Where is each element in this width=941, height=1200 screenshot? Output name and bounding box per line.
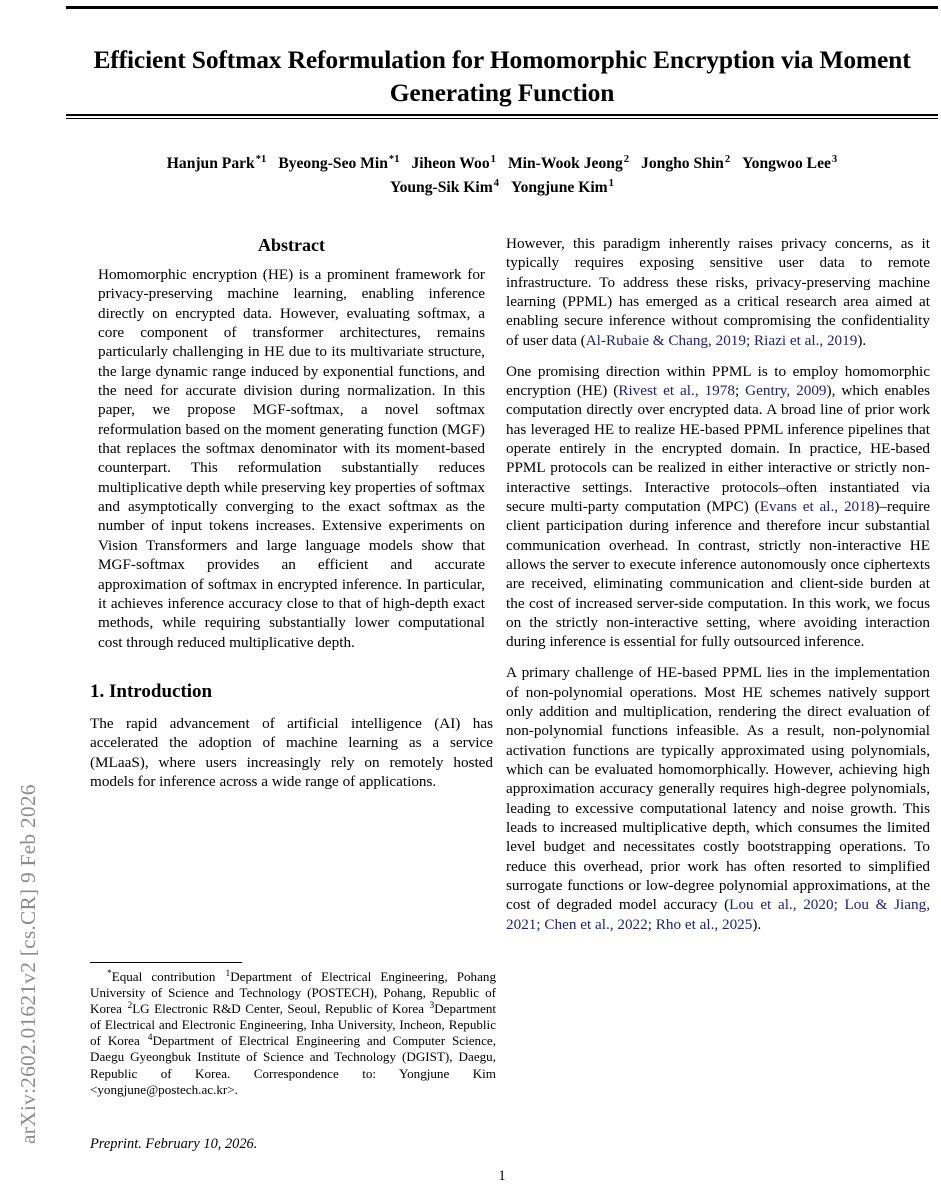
author-affiliation-mark: 4 — [493, 177, 500, 189]
affiliation-1: Department of Electrical Engineering, Pohang University of Science and Technology (POSTECH), Pohang, Republic of Korea — [90, 969, 496, 1017]
author-name: Young-Sik Kim — [390, 179, 493, 196]
page-number: 1 — [498, 1168, 506, 1184]
text-run: One promising direction within PPML is to employ homomorphic encryption (HE) ( — [506, 362, 930, 399]
text-run: ). — [857, 331, 867, 349]
citation-link[interactable]: Lou et al., 2020; Lou & Jiang, 2021; Chen et al., 2022; Rho et al., 2025 — [506, 896, 930, 933]
title-rule-upper — [66, 114, 938, 116]
title-rule-lower — [66, 118, 938, 119]
abstract-text: Homomorphic encryption (HE) is a prominent framework for privacy-preserving machine learning, enabling inference directly on encrypted data. However, evaluating softmax, a core component of transformer architectures, remains particularly challenging in HE due to its multivariate structure, the large dynamic range induced by exponential functions, and the need for accurate division during normalization. In this paper, we propose MGF-softmax, a novel softmax reformulation based on the moment generating function (MGF) that replaces the softmax denominator with its moment-based counterpart. This reformulation substantially reduces multiplicative depth while preserving key properties of softmax and asymptotically converging to the exact softmax as the number of input tokens increases. Extensive experiments on Vision Transformers and large language models show that MGF-softmax provides an efficient and accurate approximation of softmax in encrypted inference. In particular, it achieves inference accuracy close to that of high-depth exact methods, while requiring substantially lower computational cost through reduced multiplicative depth. — [98, 266, 485, 651]
footnote-text — [90, 969, 496, 1098]
arxiv-stamp: arXiv:2602.01621v2 [cs.CR] 9 Feb 2026 — [16, 784, 40, 1144]
introduction-paragraph-1: The rapid advancement of artificial intelligence (AI) has accelerated the adoption of machine learning as a service (MLaaS), where users increasingly rely on remotely hosted models for inference across a wide range of applications. — [90, 714, 493, 790]
footnote-star-mark: * — [107, 968, 112, 979]
author-name: Min-Wook Jeong — [507, 155, 623, 172]
author-line-2 — [74, 176, 930, 200]
affiliation-4: Department of Electrical Engineering and Computer Science, Daegu Gyeongbuk Institute of Science and Technology (DGIST), Daegu, Republic of Korea. Correspondence to: Yongjune Kim <yongjune@postech.ac.kr>. — [90, 1033, 496, 1097]
citation-link[interactable]: Evans et al., 2018 — [759, 497, 875, 515]
author-affiliation-mark: 2 — [623, 153, 630, 165]
citation-link[interactable]: Gentry, 2009 — [745, 381, 827, 399]
author — [511, 179, 614, 196]
section-heading-introduction: 1. Introduction — [90, 680, 213, 702]
author-name: Yongjune Kim — [511, 179, 608, 196]
affiliation-mark: 2 — [127, 1000, 133, 1011]
right-column — [506, 234, 930, 946]
footnote-block — [90, 962, 496, 1098]
author-line-1 — [74, 152, 930, 176]
left-column — [90, 234, 493, 803]
author-affiliation-mark: 1 — [490, 153, 496, 165]
author — [167, 155, 267, 172]
author — [390, 179, 499, 196]
page-title: Efficient Softmax Reformulation for Homomorphic Encryption via Moment Generating Function — [93, 45, 911, 108]
affiliation-mark: 1 — [225, 968, 231, 979]
author-affiliation-mark: *1 — [255, 153, 267, 165]
citation-link[interactable]: Al-Rubaie & Chang, 2019; Riazi et al., 2019 — [585, 331, 858, 349]
author-name: Byeong-Seo Min — [278, 155, 388, 172]
affiliation-mark: 4 — [147, 1033, 153, 1044]
author-name: Yongwoo Lee — [742, 155, 831, 172]
author — [641, 155, 730, 172]
text-run: ; — [734, 381, 746, 399]
text-run: However, this paradigm inherently raises privacy concerns, as it typically requires exposing sensitive user data to remote infrastructure. To address these risks, privacy-preserving machine learning (PPML) has emerged as a critical research area aimed at enabling secure inference without compromising the confidentiality of user data ( — [506, 235, 930, 349]
text-run: Equal contribution — [111, 969, 225, 984]
author-list — [74, 152, 930, 200]
header-rule-top — [66, 6, 938, 9]
author-affiliation-mark: *1 — [388, 153, 400, 165]
author-affiliation-mark: 3 — [831, 153, 838, 165]
author-affiliation-mark: 1 — [608, 177, 614, 189]
author-affiliation-mark: 2 — [724, 153, 731, 165]
citation-link[interactable]: Rivest et al., 1978 — [618, 381, 735, 399]
text-run: )–require client participation during inference and therefore incur substantial communication overhead. In contrast, strictly non-interactive HE allows the server to execute inference autonomously once ciphertexts are received, eliminating communication and client-side burden at the cost of increased server-side computation. In this work, we focus on the strictly non-interactive setting, where avoiding interaction during inference is essential for fully outsourced inference. — [506, 497, 930, 651]
author-name: Jiheon Woo — [411, 155, 490, 172]
author-name: Hanjun Park — [166, 155, 255, 172]
right-paragraph-2 — [506, 362, 930, 652]
text-run: A primary challenge of HE-based PPML lies in the implementation of non-polynomial operations. Most HE schemes natively support only addition and multiplication, rendering the direct evaluation of non-polynomial functions infeasible. As a result, non-polynomial activation functions are typically approximated using polynomials, which can be evaluated homomorphically. However, achieving high approximation accuracy generally requires high-degree polynomials, leading to excessive computational latency and noise growth. This leads to increased multiplicative depth, which consumes the limited level budget and necessitates costly bootstrapping operations. To reduce this overhead, prior work has often resorted to simplified surrogate functions or low-degree polynomial approximations, at the cost of degraded model accuracy ( — [506, 664, 930, 914]
affiliation-2: LG Electronic R&D Center, Seoul, Republic of Korea — [132, 1001, 429, 1017]
author-name: Jongho Shin — [641, 155, 724, 172]
author — [278, 155, 399, 172]
abstract-heading: Abstract — [258, 235, 325, 255]
author — [508, 155, 629, 172]
author — [742, 155, 837, 172]
affiliation-3: Department of Electrical and Electronic Engineering, Inha University, Incheon, Republic of Korea — [90, 1001, 497, 1049]
right-paragraph-1 — [506, 234, 930, 350]
affiliation-mark: 3 — [429, 1000, 435, 1011]
paper-page — [66, 0, 941, 1200]
text-run: ). — [752, 915, 762, 933]
preprint-notice: Preprint. February 10, 2026. — [90, 1136, 258, 1152]
footnote-rule — [90, 962, 242, 963]
author — [412, 155, 496, 172]
text-run: ), which enables computation directly over encrypted data. A broad line of prior work has leveraged HE to realize HE-based PPML inference pipelines that operate entirely in the encrypted domain. In practice, HE-based PPML protocols can be realized in either interactive or strictly non-interactive settings. Interactive protocols–often instantiated via secure multi-party computation (MPC) ( — [506, 381, 930, 515]
right-paragraph-3 — [506, 663, 930, 934]
